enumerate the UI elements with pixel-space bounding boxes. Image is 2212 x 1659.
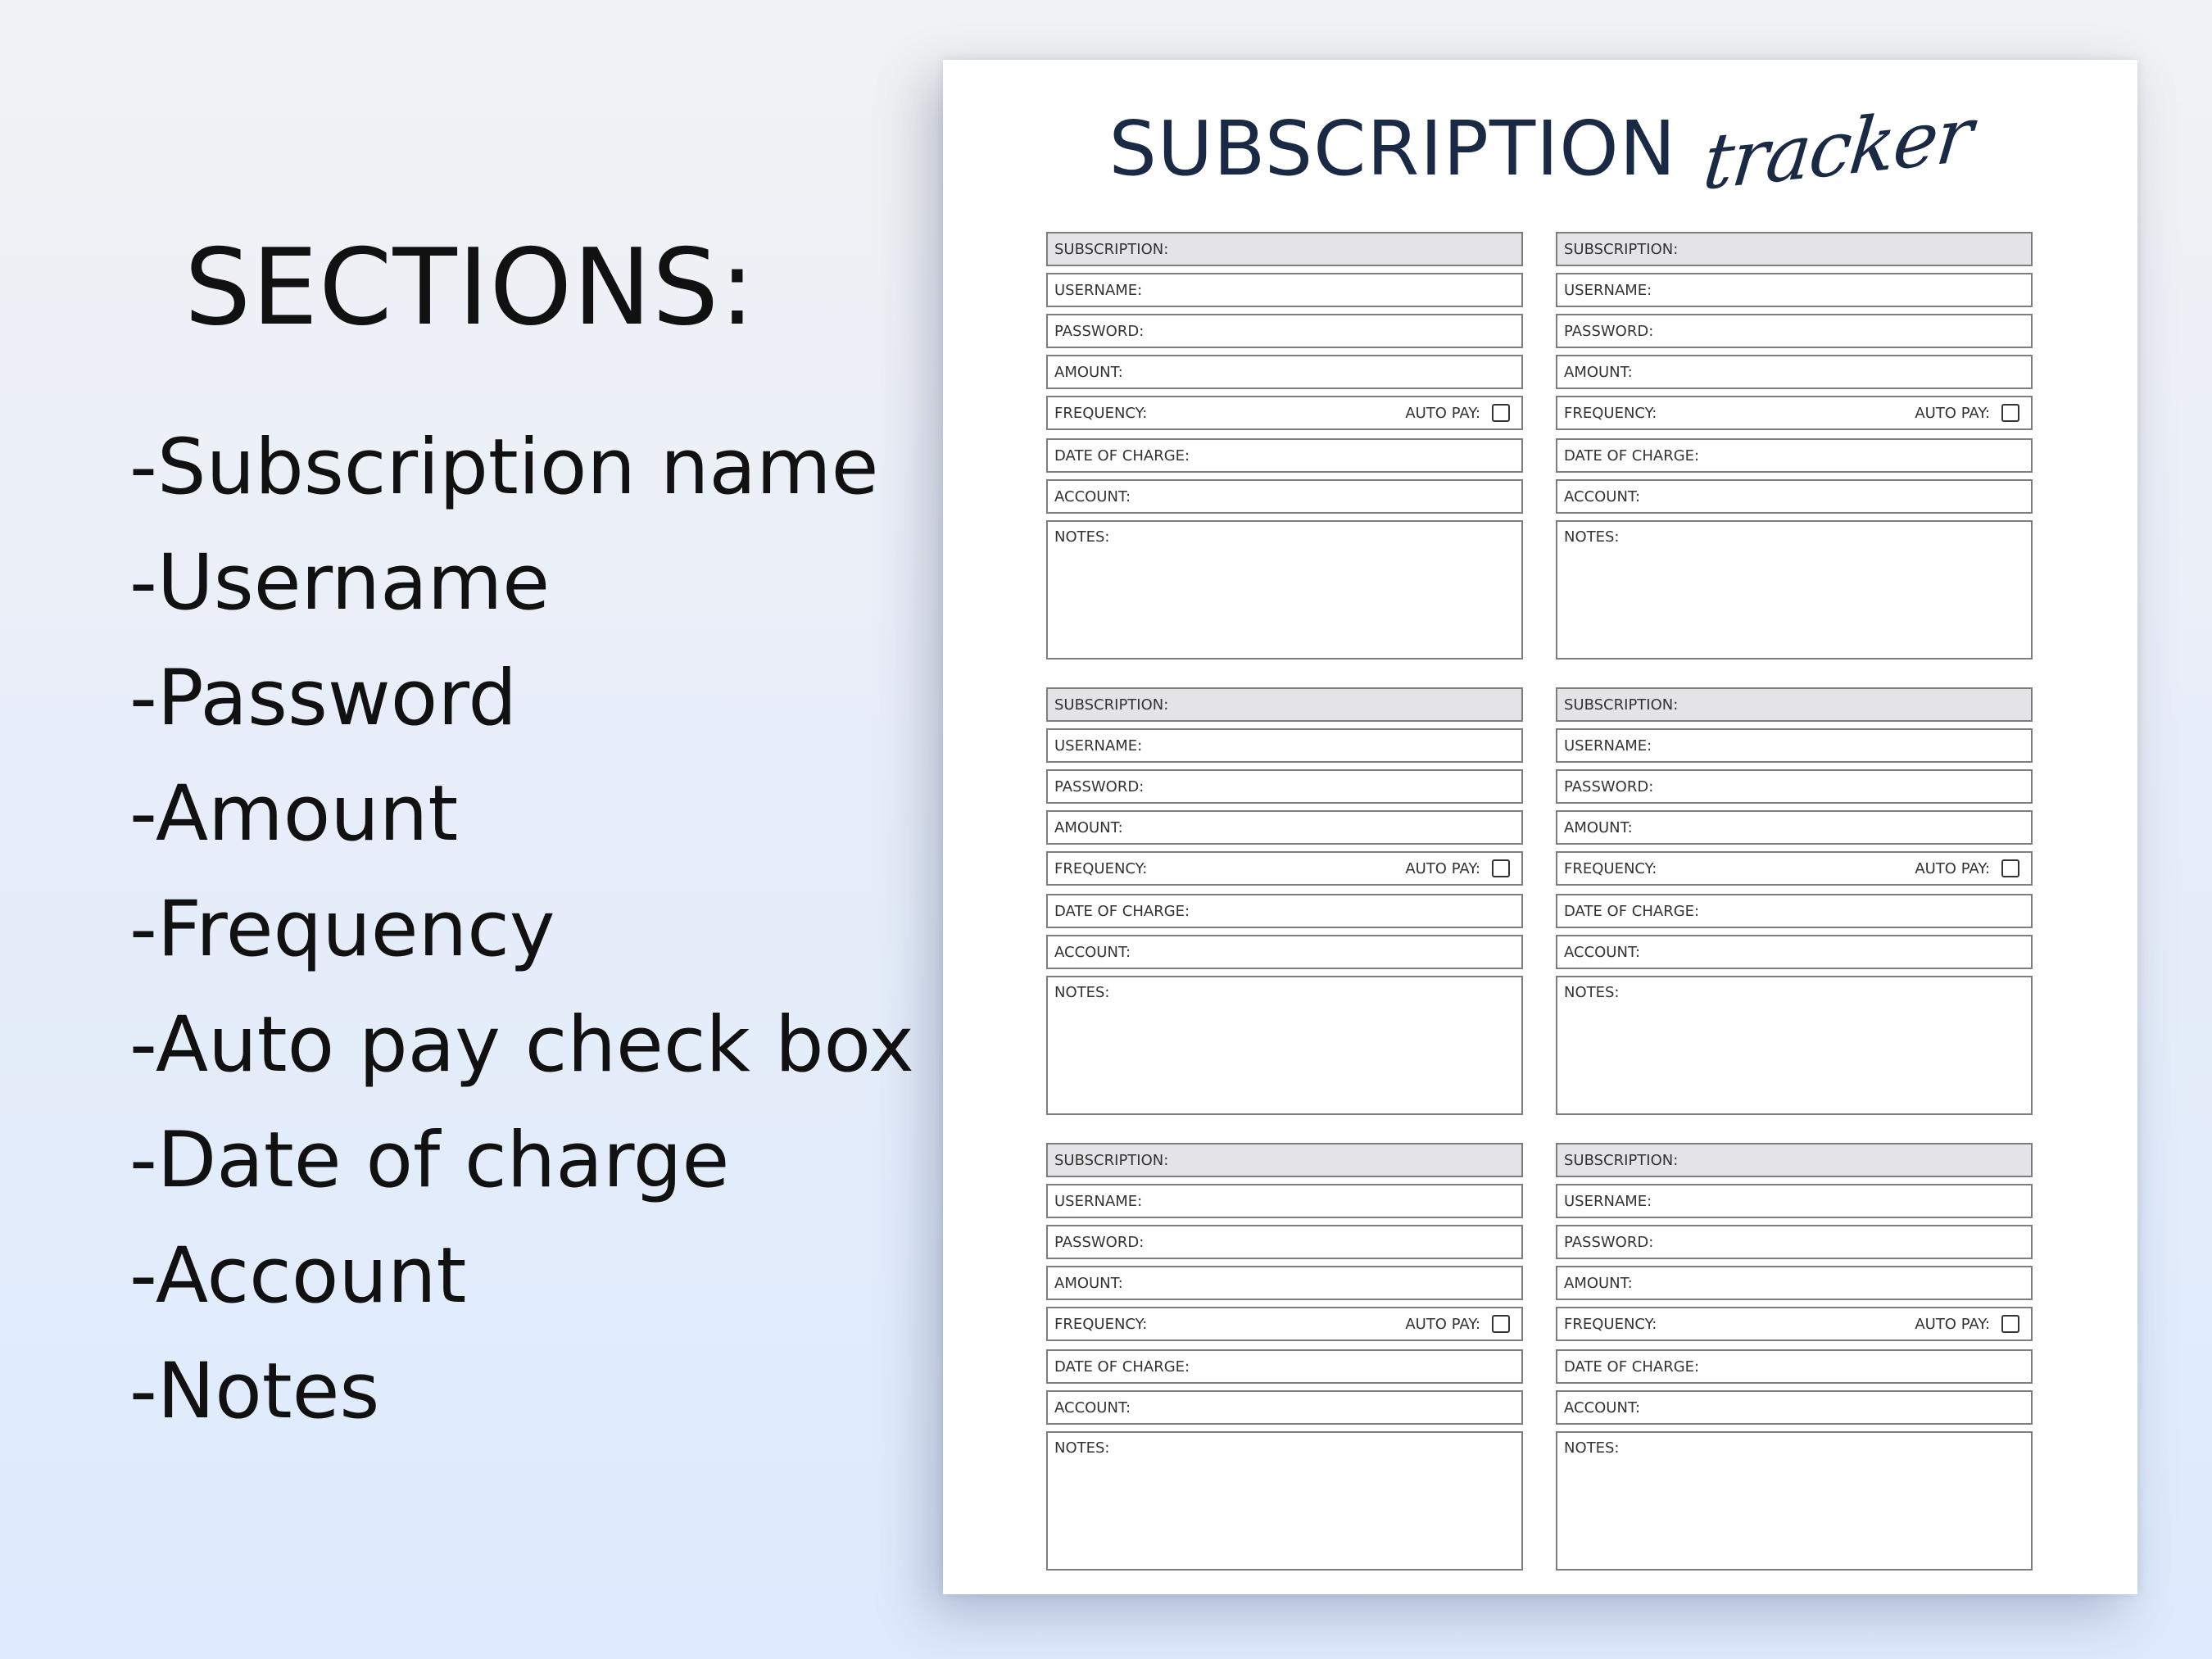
sections-heading: SECTIONS: [184,227,756,349]
field-label: SUBSCRIPTION: [1054,696,1169,714]
sections-list [129,410,914,1449]
field-label: NOTES: [1564,1439,1620,1457]
date-of-charge-field[interactable] [1556,894,2033,928]
subscription-card [1556,232,2033,660]
subscription-field[interactable] [1046,1143,1523,1177]
field-label: PASSWORD: [1564,777,1654,796]
field-label: AMOUNT: [1564,363,1633,381]
field-label: USERNAME: [1054,281,1143,299]
date-of-charge-field[interactable] [1046,1349,1523,1384]
frequency-field[interactable] [1046,396,1523,430]
auto-pay-group [1405,1315,1515,1333]
field-label: ACCOUNT: [1054,1398,1131,1416]
notes-field[interactable] [1556,1431,2033,1571]
sections-list-item: -Date of charge [129,1116,730,1205]
password-field[interactable] [1046,1225,1523,1259]
subscription-card [1046,232,1523,660]
auto-pay-checkbox[interactable] [1492,404,1510,422]
auto-pay-checkbox[interactable] [2001,404,2019,422]
field-label: PASSWORD: [1054,777,1145,796]
field-label: PASSWORD: [1564,322,1654,340]
sections-list-item: -Account [129,1231,467,1321]
title-script: tracker [1699,89,1976,208]
field-label: DATE OF CHARGE: [1054,1358,1190,1376]
field-label: FREQUENCY: [1054,404,1148,422]
field-label: NOTES: [1054,1439,1110,1457]
auto-pay-checkbox[interactable] [2001,859,2019,877]
sections-list-item: -Username [129,538,551,628]
field-label: NOTES: [1564,984,1620,1001]
amount-field[interactable] [1046,810,1523,845]
auto-pay-checkbox[interactable] [1492,1315,1510,1333]
field-label: USERNAME: [1564,737,1652,755]
password-field[interactable] [1046,769,1523,804]
field-label: PASSWORD: [1054,322,1145,340]
auto-pay-label: AUTO PAY: [1915,859,1990,877]
auto-pay-checkbox[interactable] [2001,1315,2019,1333]
field-label: AMOUNT: [1054,818,1123,836]
auto-pay-label: AUTO PAY: [1915,404,1990,422]
auto-pay-group [1915,1315,2024,1333]
username-field[interactable] [1046,273,1523,307]
frequency-field[interactable] [1556,851,2033,886]
auto-pay-group [1405,404,1515,422]
field-label: PASSWORD: [1054,1233,1145,1251]
field-label: DATE OF CHARGE: [1054,902,1190,920]
notes-field[interactable] [1046,520,1523,660]
amount-field[interactable] [1046,1266,1523,1300]
field-label: DATE OF CHARGE: [1054,446,1190,465]
username-field[interactable] [1556,728,2033,763]
subscription-field[interactable] [1556,687,2033,722]
amount-field[interactable] [1556,810,2033,845]
frequency-field[interactable] [1046,1307,1523,1341]
subscription-field[interactable] [1556,232,2033,266]
field-label: AMOUNT: [1054,363,1123,381]
username-field[interactable] [1556,1184,2033,1218]
field-label: DATE OF CHARGE: [1564,446,1700,465]
account-field[interactable] [1046,1390,1523,1425]
field-label: DATE OF CHARGE: [1564,1358,1700,1376]
field-label: AMOUNT: [1054,1274,1123,1292]
field-label: PASSWORD: [1564,1233,1654,1251]
field-label: ACCOUNT: [1054,487,1131,505]
field-label: USERNAME: [1054,737,1143,755]
field-label: FREQUENCY: [1564,1315,1657,1333]
subscription-card [1046,687,1523,1115]
field-label: ACCOUNT: [1564,943,1641,961]
field-label: FREQUENCY: [1564,859,1657,877]
sheet-title [943,89,2137,228]
notes-field[interactable] [1556,976,2033,1115]
auto-pay-group [1915,859,2024,877]
frequency-field[interactable] [1556,396,2033,430]
sections-list-item: -Subscription name [129,423,879,512]
field-label: DATE OF CHARGE: [1564,902,1700,920]
date-of-charge-field[interactable] [1046,894,1523,928]
subscription-field[interactable] [1046,232,1523,266]
field-label: NOTES: [1054,984,1110,1001]
auto-pay-label: AUTO PAY: [1405,859,1480,877]
subscription-card [1556,1143,2033,1571]
field-label: USERNAME: [1564,281,1652,299]
amount-field[interactable] [1556,355,2033,389]
field-label: ACCOUNT: [1564,487,1641,505]
auto-pay-group [1915,404,2024,422]
auto-pay-label: AUTO PAY: [1405,1315,1480,1333]
title-main: SUBSCRIPTION [1108,105,1677,193]
subscription-field[interactable] [1046,687,1523,722]
notes-field[interactable] [1556,520,2033,660]
auto-pay-label: AUTO PAY: [1405,404,1480,422]
field-label: NOTES: [1054,528,1110,546]
account-field[interactable] [1556,479,2033,514]
field-label: NOTES: [1564,528,1620,546]
field-label: FREQUENCY: [1054,1315,1148,1333]
field-label: AMOUNT: [1564,818,1633,836]
username-field[interactable] [1046,728,1523,763]
sections-list-item: -Auto pay check box [129,1000,914,1090]
tracker-sheet [943,60,2137,1594]
sections-list-item: -Frequency [129,885,555,974]
date-of-charge-field[interactable] [1046,438,1523,473]
field-label: SUBSCRIPTION: [1564,1151,1679,1169]
date-of-charge-field[interactable] [1556,1349,2033,1384]
field-label: SUBSCRIPTION: [1564,240,1679,258]
auto-pay-checkbox[interactable] [1492,859,1510,877]
field-label: USERNAME: [1054,1192,1143,1210]
amount-field[interactable] [1556,1266,2033,1300]
field-label: SUBSCRIPTION: [1054,1151,1169,1169]
account-field[interactable] [1046,935,1523,969]
password-field[interactable] [1556,769,2033,804]
field-label: FREQUENCY: [1564,404,1657,422]
field-label: SUBSCRIPTION: [1054,240,1169,258]
frequency-field[interactable] [1556,1307,2033,1341]
sections-list-item: -Password [129,654,517,743]
username-field[interactable] [1046,1184,1523,1218]
username-field[interactable] [1556,273,2033,307]
notes-field[interactable] [1046,1431,1523,1571]
auto-pay-group [1405,859,1515,877]
date-of-charge-field[interactable] [1556,438,2033,473]
field-label: ACCOUNT: [1564,1398,1641,1416]
field-label: ACCOUNT: [1054,943,1131,961]
password-field[interactable] [1046,314,1523,348]
field-label: AMOUNT: [1564,1274,1633,1292]
subscription-field[interactable] [1556,1143,2033,1177]
account-field[interactable] [1556,1390,2033,1425]
subscription-card [1046,1143,1523,1571]
amount-field[interactable] [1046,355,1523,389]
password-field[interactable] [1556,1225,2033,1259]
field-label: FREQUENCY: [1054,859,1148,877]
field-label: USERNAME: [1564,1192,1652,1210]
account-field[interactable] [1556,935,2033,969]
auto-pay-label: AUTO PAY: [1915,1315,1990,1333]
subscription-cards-grid [1046,232,2042,1571]
frequency-field[interactable] [1046,851,1523,886]
sections-list-item: -Amount [129,769,459,859]
field-label: SUBSCRIPTION: [1564,696,1679,714]
sections-list-item: -Notes [129,1347,380,1436]
password-field[interactable] [1556,314,2033,348]
subscription-card [1556,687,2033,1115]
account-field[interactable] [1046,479,1523,514]
notes-field[interactable] [1046,976,1523,1115]
